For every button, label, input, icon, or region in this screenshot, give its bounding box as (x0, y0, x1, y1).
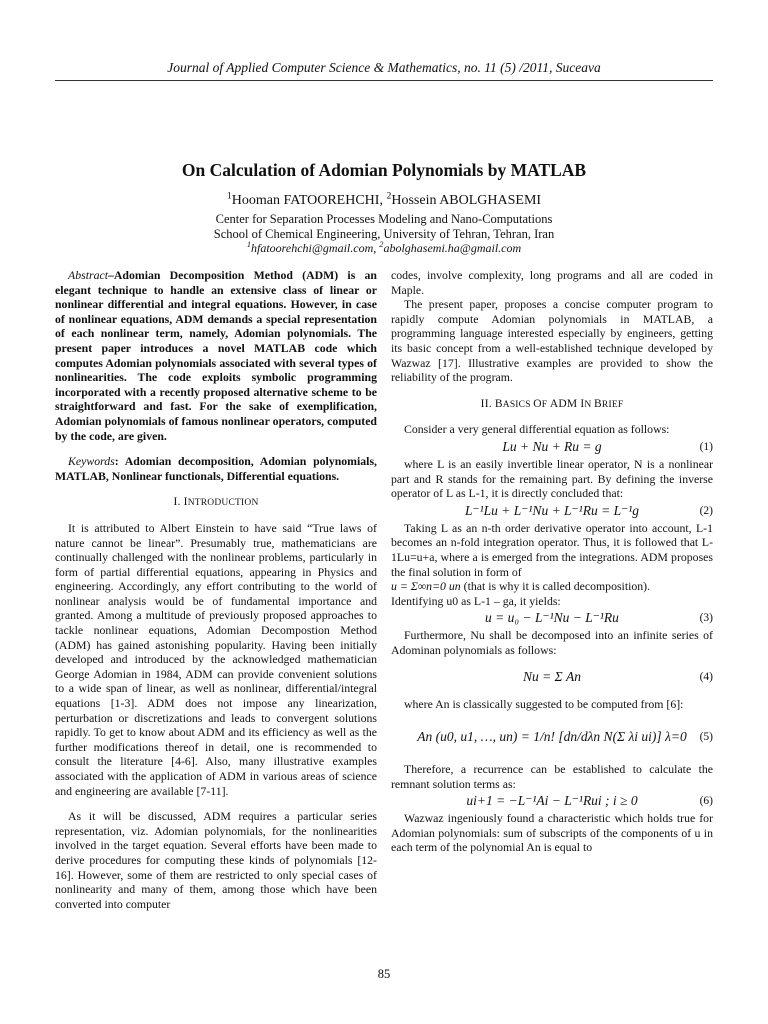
section-name-part: B (594, 397, 602, 410)
author2-superscript: 2 (386, 190, 392, 202)
email1-superscript: 1 (246, 240, 252, 249)
section-heading-introduction (55, 495, 377, 511)
right-column (391, 268, 713, 855)
author2-name: Hossein ABOLGHASEMI (391, 193, 542, 208)
equation-5-body: An (u0, u1, …, un) = 1/n! [dn/dλn N(Σ λi ui)] λ=0 (417, 729, 687, 745)
equation-5-number: (5) (699, 731, 713, 744)
equation-6 (391, 791, 713, 811)
keywords-text: : Adomian decomposition, Adomian polynomials, MATLAB, Nonlinear functionals, Differential equations. (55, 454, 377, 483)
section-number: II. B (480, 397, 503, 410)
series-note: (that is why it is called decomposition). (463, 579, 651, 594)
email1: hfatoorehchi@gmail.com, (251, 241, 380, 255)
equation-5 (391, 712, 713, 762)
author-emails (0, 241, 768, 256)
right-paragraph-5: Taking L as an n-th order derivative operator into account, L-1 becomes an n-fold integration operator. Thus, it is followed that L-1Lu=u+a, where a is emerged from the integrations. ADM proposes the final solution in form of (391, 520, 713, 579)
section-name: NTRODUCTION (187, 498, 259, 509)
keywords-label: Keywords (68, 454, 115, 469)
equation-1 (391, 437, 713, 457)
right-paragraph-6: Identifying u0 as L-1 – ga, it yields: (391, 593, 561, 608)
equation-4-number: (4) (699, 671, 713, 684)
right-paragraph-2: The present paper, proposes a concise computer program to rapidly compute Adomian polynomials in MATLAB, a programming language interested especially by engineers, getting its basic concept from a well-established technique developed by Wazwaz [17]. Illustrative examples are provided to show the reliability of the program. (391, 297, 713, 385)
author1-name: Hooman FATOOREHCHI, (231, 193, 387, 208)
equation-4 (391, 657, 713, 697)
email2: abolghasemi.ha@gmail.com (383, 241, 522, 255)
keywords (55, 454, 377, 483)
abstract-text: –Adomian Decomposition Method (ADM) is an elegant technique to handle an extensive class of linear or nonlinear differential and integral equations. However, in case of nonlinear equations, ADM demands a special representation of each nonlinear term, namely, Adomian polynomials. The present paper introduces a novel MATLAB code which computes Adomian polynomials associated with several types of nonlinearities. The code exploits symbolic programming incorporated with a recently proposed alternative scheme to be straightforward and fast. For the sake of exemplification, Adomian polynomials of famous nonlinear operators, computed by the code, are given. (55, 268, 377, 443)
section-name-part: ASICS (502, 399, 534, 410)
page-number: 85 (377, 967, 391, 981)
left-column (55, 268, 377, 911)
equation-3 (391, 608, 713, 628)
intro-paragraph-2: As it will be discussed, ADM requires a particular series representation, viz. Adomian polynomials, for the nonlinearities involved in the target equation. Several efforts have been made to derive procedures for computing these kinds of polynomials [12-16]. However, some of them are restricted to only special cases of nonlinearity and many of them, among those which have been converted into computer (55, 809, 377, 911)
paper-title: On Calculation of Adomian Polynomials by MATLAB (181, 160, 587, 180)
equation-1-body: Lu + Nu + Ru = g (502, 438, 602, 454)
journal-header: Journal of Applied Computer Science & Mathematics, no. 11 (5) /2011, Suceava (167, 60, 601, 75)
right-paragraph-1: codes, involve complexity, long programs and all are coded in Maple. (391, 268, 713, 297)
right-paragraph-3: Consider a very general differential equation as follows: (404, 422, 670, 437)
section-heading-basics (391, 397, 713, 413)
equation-1-number: (1) (699, 440, 713, 453)
header-rule (55, 80, 713, 81)
affiliation-center: Center for Separation Processes Modeling and Nano-Computations (215, 212, 553, 226)
intro-paragraph-1: It is attributed to Albert Einstein to have said “True laws of nature cannot be linear”. Presumably true, mathematicians are continually challenged with the nonlinear problems, particularly in form of partial differential equations, appearing in Physics and engineering. Accordingly, any effort contributing to the world of nonlinear analysis would be of fundamental importance and granted. Among a multitude of previously proposed approaches to tackle nonlinear equations, Adomian Decompostion Method (ADM) has gained astonishing popularity. Having been initially developed and introduced by the acknowledged mathematician George Adomian in 1984, ADM can provide convenient solutions to a wide span of linear, as well as nonlinear, differential/integral equations [1-3]. ADM does not impose any linearization, perturbation or discretizations and leads to convergent solutions rapidly. To get to know about ADM and its efficiency as well as the further modifications thereof in detail, one is recommended to consult the literature [4-6]. Also, many illustrative examples associated with the application of ADM in various areas of science and engineering are available [7-11]. (55, 520, 377, 798)
equation-4-body: Nu = Σ An (522, 669, 581, 685)
equation-3-number: (3) (699, 612, 713, 625)
right-paragraph-7: Furthermore, Nu shall be decomposed into an infinite series of Adominan polynomials as follows: (391, 628, 713, 657)
equation-2-body: L⁻¹Lu + L⁻¹Nu + L⁻¹Ru = L⁻¹g (464, 502, 640, 518)
equation-2 (391, 501, 713, 521)
author1-superscript: 1 (226, 190, 232, 202)
section-number: I. I (173, 496, 188, 509)
section-name-part: O (533, 397, 542, 410)
series-expression: u = Σ∞n=0 un (391, 579, 461, 594)
section-name-part: ADM I (549, 397, 585, 410)
abstract (55, 268, 377, 443)
abstract-label: Abstract (68, 268, 108, 282)
equation-2-number: (2) (699, 504, 713, 517)
section-name-part: RIEF (601, 399, 624, 410)
section-name-part: N (584, 399, 595, 410)
section-name-part: F (541, 399, 550, 410)
authors-line (0, 190, 768, 209)
right-paragraph-9: Therefore, a recurrence can be established to calculate the remnant solution terms as: (391, 762, 713, 791)
right-paragraph-10: Wazwaz ingeniously found a characteristic which holds true for Adomian polynomials: sum of subscripts of the components of u in each term of the polynomial An is equal to (391, 811, 713, 855)
right-paragraph-5-cont (391, 579, 713, 594)
right-paragraph-4: where L is an easily invertible linear operator, N is a nonlinear part and R stands for the remaining part. By defining the inverse operator of L as L-1, it is directly concluded that: (391, 456, 713, 501)
email2-superscript: 2 (379, 240, 384, 249)
equation-3-body: u = u₀ − L⁻¹Nu − L⁻¹Ru (485, 610, 619, 626)
affiliation-school: School of Chemical Engineering, University of Tehran, Tehran, Iran (213, 227, 555, 241)
equation-6-number: (6) (699, 795, 713, 808)
equation-6-body: ui+1 = −L⁻¹Ai − L⁻¹Rui ; i ≥ 0 (466, 793, 638, 809)
right-paragraph-8: where An is classically suggested to be computed from [6]: (404, 697, 684, 712)
